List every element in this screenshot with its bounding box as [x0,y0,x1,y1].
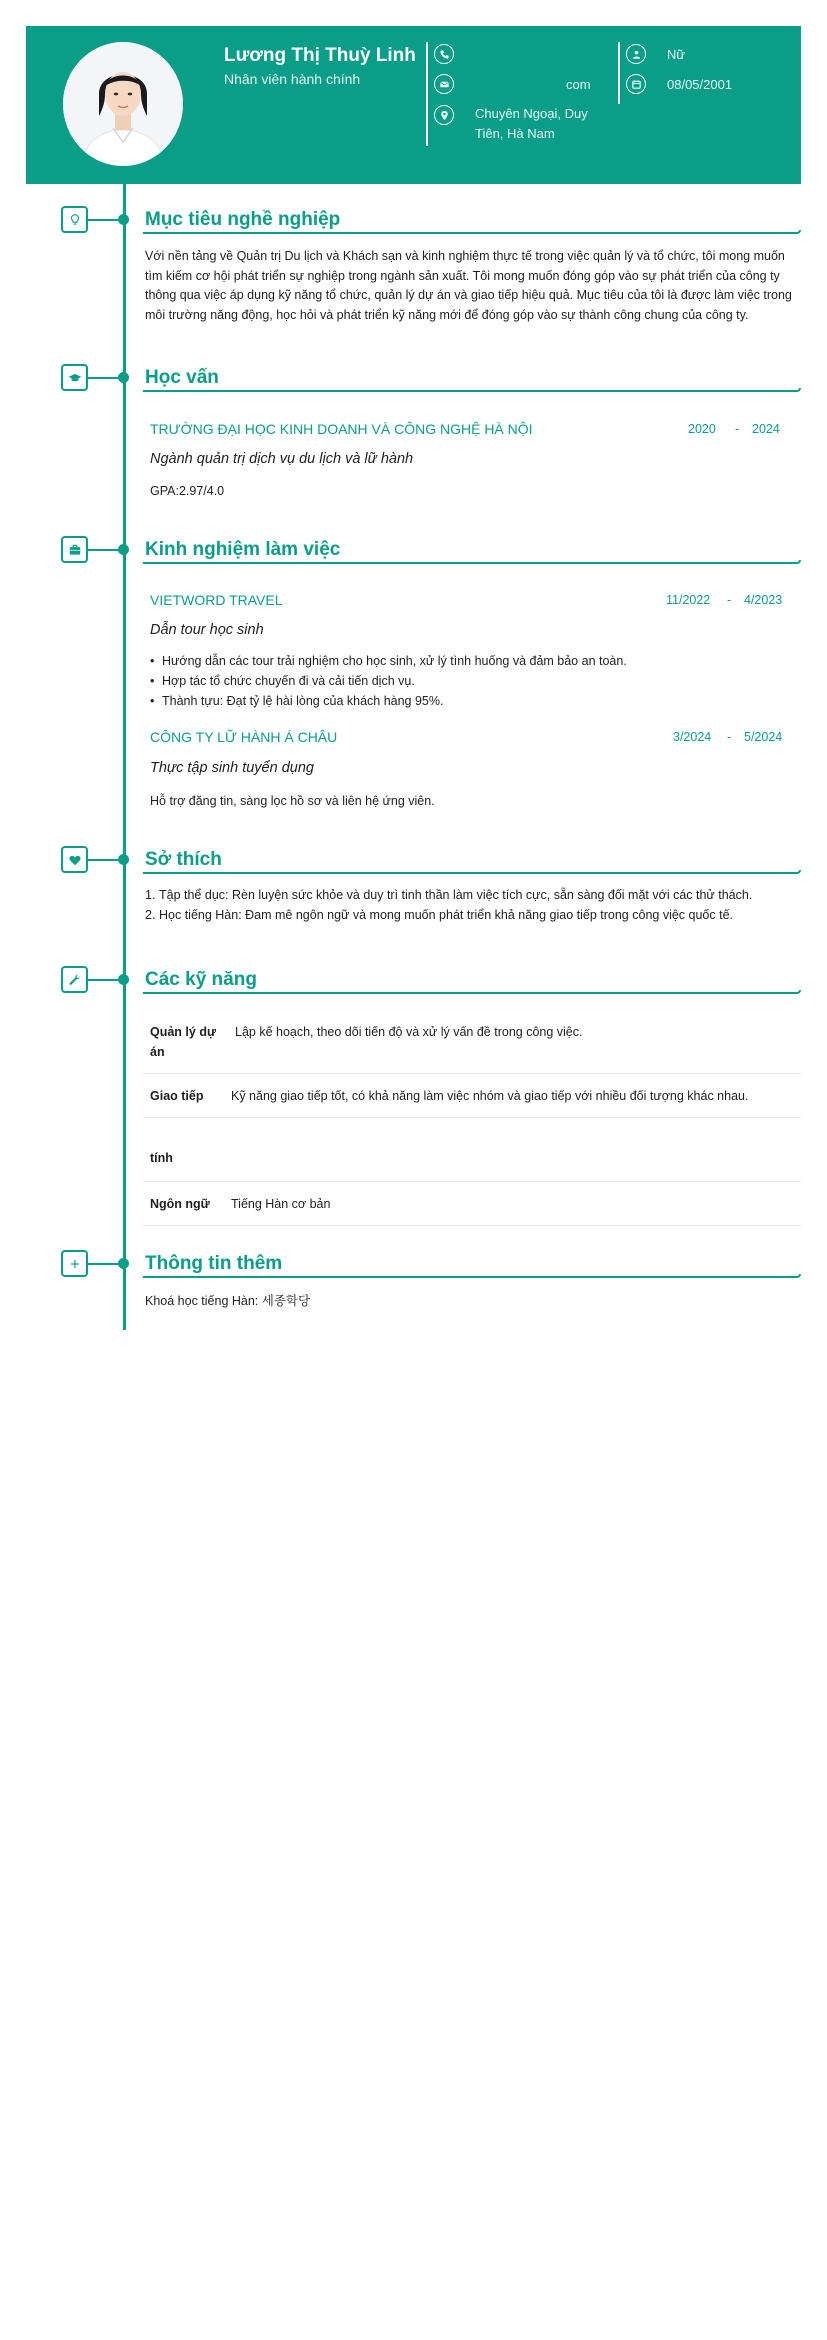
header-divider-2 [618,42,620,104]
section-underline [143,230,801,234]
school-name: TRƯỜNG ĐẠI HỌC KINH DOANH VÀ CÔNG NGHỆ HÀ NỘI [150,421,533,437]
briefcase-icon [61,536,88,563]
address-text: Chuyên Ngoại, Duy Tiên, Hà Nam [475,106,588,141]
job-sep: - [727,730,732,744]
lightbulb-icon [61,206,88,233]
timeline-dot [118,974,129,985]
timeline-dot [118,854,129,865]
candidate-title: Nhân viên hành chính [224,71,361,87]
section-title-extra: Thông tin thêm [145,1253,283,1274]
section-title-education: Học vấn [145,367,219,388]
section-underline [143,388,801,392]
job-start: 3/2024 [673,730,712,744]
edu-start: 2020 [688,422,716,436]
extra-text: Khoá học tiếng Hàn: 세종학당 [145,1294,311,1308]
section-title-objective: Mục tiêu nghề nghiệp [145,209,341,230]
timeline-dot [118,214,129,225]
section-underline [143,1274,801,1278]
profile-header [26,26,801,184]
list-item: • Thành tựu: Đạt tỷ lệ hài lòng của khách hàng 95%. [150,691,627,711]
timeline-dot [118,372,129,383]
person-icon [626,44,646,64]
skill-name: Ngôn ngữ [150,1197,210,1211]
wrench-icon [61,966,88,993]
objective-text: Với nền tảng về Quản trị Du lịch và Khách sạn và kinh nghiệm thực tế trong việc quản lý và tổ chức, tôi mong muốn tìm kiếm cơ hội phát triển sự nghiệp trong ngành sản xuất. Tôi mong muốn đóng góp vào sự phát triển của công ty thông qua việc áp dụng kỹ năng tổ chức, quản lý dự án và giao tiếp hiệu quả. Mục tiêu của tôi là được làm việc trong môi trường năng động, học hỏi và phát triển kỹ năng mới để đóng góp vào sự thành công chung của công ty. [145,249,792,322]
timeline-dot [118,544,129,555]
section-underline [143,990,801,994]
skill-name: Giao tiếp [150,1089,204,1103]
education-major: Ngành quản trị dịch vụ du lịch và lữ hành [150,451,414,467]
edu-sep: - [735,422,740,436]
section-title-hobbies: Sở thích [145,849,222,870]
skill-name: Quản lý dự án [150,1025,217,1059]
header-divider [426,42,428,146]
candidate-name: Lương Thị Thuỳ Linh [224,45,416,66]
calendar-icon [626,74,646,94]
job-company: VIETWORD TRAVEL [150,592,283,608]
list-item: • Hướng dẫn các tour trải nghiệm cho học sinh, xử lý tình huống và đảm bảo an toàn. [150,651,627,671]
gender-text: Nữ [667,47,686,62]
skill-row [143,1010,801,1074]
birthdate-text: 08/05/2001 [667,77,733,92]
section-title-skills: Các kỹ năng [145,969,257,990]
skill-row [143,1182,801,1226]
job-role: Dẫn tour học sinh [150,622,264,638]
job-end: 5/2024 [744,730,783,744]
job-company: CÔNG TY LỮ HÀNH Á CHÂU [150,729,338,745]
email-text: com [566,77,591,92]
skill-description: Tiếng Hàn cơ bản [231,1197,331,1211]
avatar [63,42,183,166]
skill-row [143,1074,801,1118]
job-start: 11/2022 [666,593,711,607]
section-title-experience: Kinh nghiệm làm việc [145,539,341,560]
list-item: 1. Tập thể dục: Rèn luyện sức khỏe và duy trì tinh thần làm việc tích cực, sẵn sàng đối mặt với các thử thách. [145,888,753,902]
hobbies-list [145,885,752,925]
education-gpa: GPA:2.97/4.0 [150,484,225,498]
skill-row [143,1118,801,1182]
phone-icon [434,44,454,64]
list-item: 2. Học tiếng Hàn: Đam mê ngôn ngữ và mong muốn phát triển khả năng giao tiếp trong công việc quốc tế. [145,908,733,922]
graduation-cap-icon [61,364,88,391]
skill-description: Lập kế hoạch, theo dõi tiến độ và xử lý vấn đề trong công việc. [235,1025,583,1039]
email-icon [434,74,454,94]
heart-icon [61,846,88,873]
profile-photo [63,42,183,166]
section-underline [143,870,801,874]
timeline-line [123,184,126,1330]
job-description: Hỗ trợ đăng tin, sàng lọc hồ sơ và liên hệ ứng viên. [150,794,435,808]
skill-description: Kỹ năng giao tiếp tốt, có khả năng làm việc nhóm và giao tiếp với nhiều đối tượng khác nhau. [231,1089,749,1103]
job-end: 4/2023 [744,593,783,607]
skill-name: tính [150,1151,173,1165]
plus-icon [61,1250,88,1277]
edu-end: 2024 [752,422,780,436]
list-item: • Hợp tác tổ chức chuyến đi và cải tiến dịch vụ. [150,671,627,691]
job-sep: - [727,593,732,607]
timeline-dot [118,1258,129,1269]
job-bullets [150,651,627,711]
job-role: Thực tập sinh tuyển dụng [150,760,314,776]
location-icon [434,105,454,125]
section-underline [143,560,801,564]
